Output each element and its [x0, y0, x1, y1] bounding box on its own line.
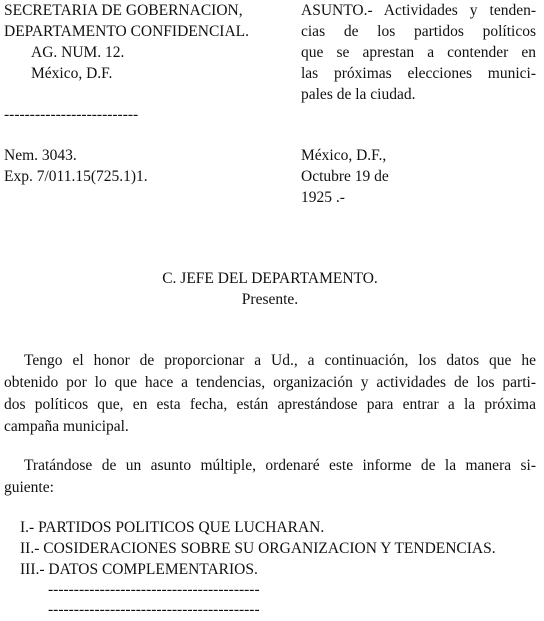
agent-number: AG. NUM. 12. [31, 44, 125, 61]
paragraph-1-text-1: Tengo el honor de proporcionar a Ud., a continuación, los datos que he [24, 352, 536, 369]
paragraph-1-text-2: obtenido por lo que hace a tendencias, organización y actividades de los parti- [4, 374, 536, 391]
subject-line-3: que se aprestan a contender en [301, 44, 536, 61]
outline-item-2: II.- COSIDERACIONES SOBRE SU ORGANIZACION Y TENDENCIAS. [20, 540, 496, 557]
date-year: 1925 .- [301, 189, 345, 206]
sender-line-1: SECRETARIA DE GOBERNACION, [4, 2, 243, 19]
subject-line-5: pales de la ciudad. [301, 86, 416, 103]
paragraph-2-line-1 [24, 455, 536, 477]
paragraph-2-line-2: guiente: [4, 479, 54, 496]
date-place: México, D.F., [301, 147, 387, 164]
paragraph-1-line-4: campaña municipal. [4, 418, 129, 435]
paragraph-1-text-3: dos políticos que, en esta fecha, están aprestándose para entrar a la próxima [4, 396, 536, 413]
paragraph-1-line-3 [4, 394, 536, 416]
outline-item-3: III.- DATOS COMPLEMENTARIOS. [20, 561, 258, 578]
paragraph-1-line-1 [24, 350, 536, 372]
addressee-presente: Presente. [241, 291, 299, 308]
bottom-rule-2: ----------------------------------------- [48, 601, 260, 618]
reference-nem: Nem. 3043. [4, 147, 77, 164]
date-day: Octubre 19 de [301, 168, 389, 185]
bottom-rule-1: ----------------------------------------- [48, 581, 260, 598]
paragraph-2-text-1: Tratándose de un asunto múltiple, ordenaré este informe de la manera si- [24, 457, 536, 474]
addressee-title: C. JEFE DEL DEPARTAMENTO. [162, 270, 378, 287]
sender-city: México, D.F. [31, 65, 113, 82]
sender-line-2: DEPARTAMENTO CONFIDENCIAL. [4, 23, 249, 40]
reference-exp: Exp. 7/011.15(725.1)1. [4, 168, 148, 185]
subject-line-4: las próximas elecciones munici- [301, 65, 536, 82]
subject-line-2: cias de los partidos políticos [301, 23, 536, 40]
outline-item-1: I.- PARTIDOS POLITICOS QUE LUCHARAN. [20, 519, 325, 536]
header-rule: -------------------------- [4, 106, 139, 123]
subject-line-1: ASUNTO.- Actividades y tenden- [301, 2, 536, 19]
paragraph-1-line-2 [4, 372, 536, 394]
